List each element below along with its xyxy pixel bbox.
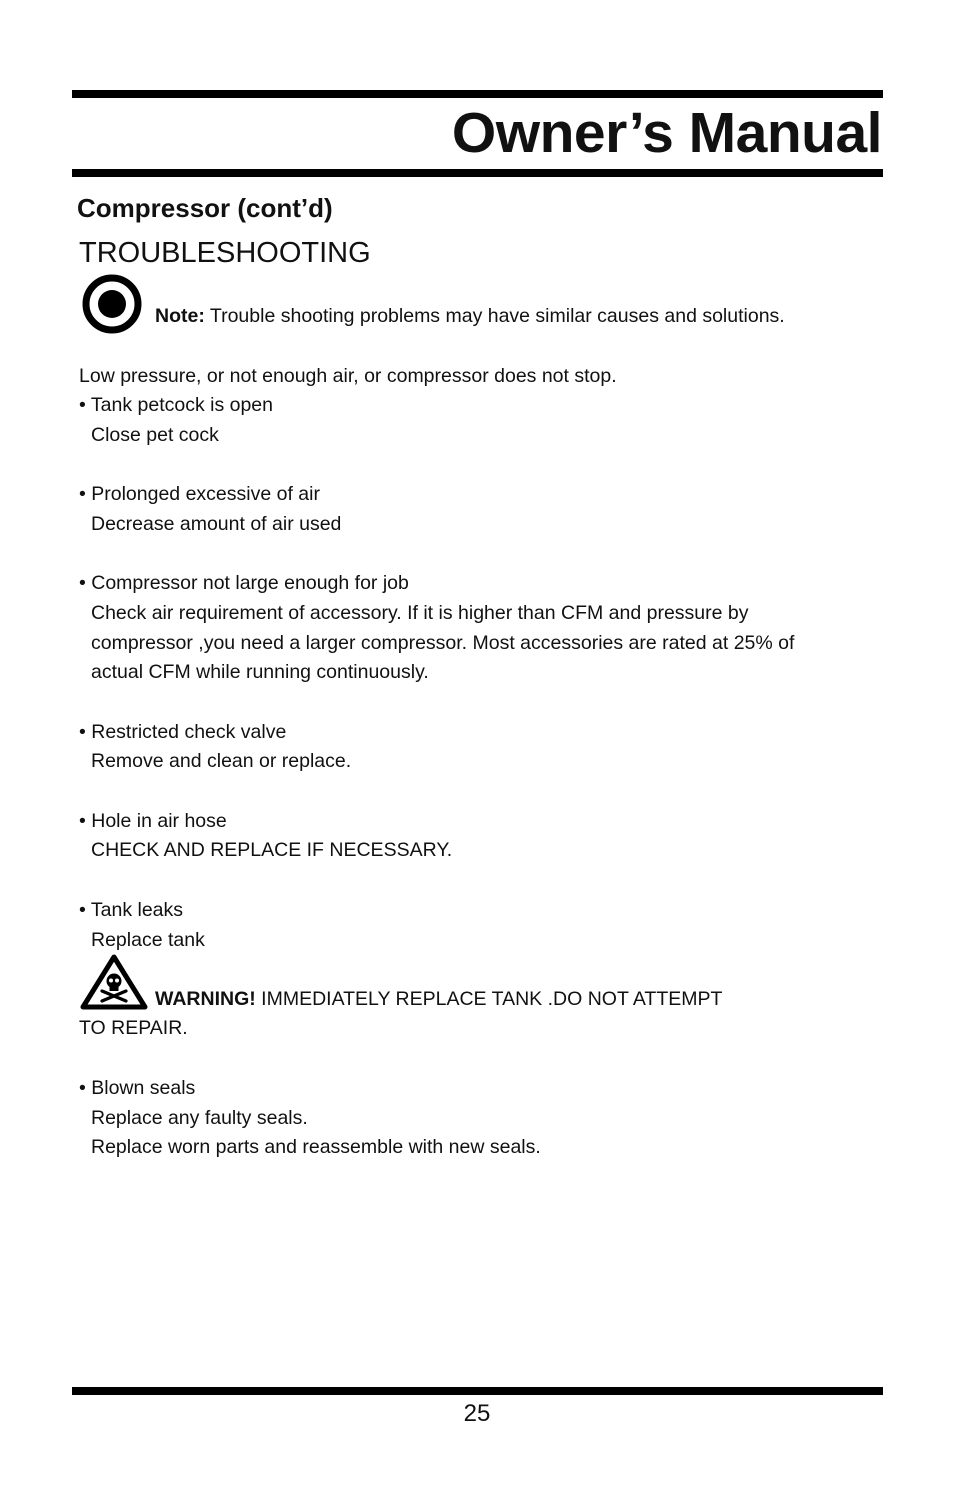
- solution-text: actual CFM while running continuously.: [91, 661, 429, 683]
- solution-text: CHECK AND REPLACE IF NECESSARY.: [91, 839, 453, 861]
- cause-item: • Compressor not large enough for job: [79, 572, 409, 594]
- warning-text-continued: TO REPAIR.: [79, 1017, 188, 1039]
- warning-line: [155, 987, 722, 1011]
- cause-item: • Prolonged excessive of air: [79, 483, 320, 505]
- note-line: [155, 304, 785, 328]
- section-subheading: TROUBLESHOOTING: [79, 237, 371, 269]
- solution-text: Replace worn parts and reassemble with new seals.: [91, 1136, 541, 1158]
- skull-crossbones-warning-icon: [80, 954, 148, 1010]
- solution-text: Check air requirement of accessory. If it is higher than CFM and pressure by: [91, 602, 749, 624]
- note-text: Trouble shooting problems may have similar causes and solutions.: [209, 305, 785, 327]
- solution-text: Replace any faulty seals.: [91, 1107, 308, 1129]
- warning-text: IMMEDIATELY REPLACE TANK .DO NOT ATTEMPT: [261, 988, 723, 1010]
- note-label: Note:: [155, 305, 205, 327]
- solution-text: compressor ,you need a larger compressor. Most accessories are rated at 25% of: [91, 632, 795, 654]
- header-bottom-rule: [72, 169, 883, 177]
- solution-text: Remove and clean or replace.: [91, 750, 352, 772]
- cause-item: • Restricted check valve: [79, 721, 287, 743]
- page-title: Owner’s Manual: [451, 101, 882, 165]
- header-top-rule: [72, 90, 883, 98]
- cause-item: • Blown seals: [79, 1077, 196, 1099]
- solution-text: Close pet cock: [91, 424, 219, 446]
- cause-item: • Tank petcock is open: [79, 394, 274, 416]
- cause-item: • Tank leaks: [79, 899, 184, 921]
- target-icon: [82, 274, 142, 334]
- solution-text: Replace tank: [91, 929, 205, 951]
- section-heading: Compressor (cont’d): [77, 193, 333, 223]
- solution-text: Decrease amount of air used: [91, 513, 342, 535]
- page-number: 25: [463, 1400, 491, 1427]
- problem-statement: Low pressure, or not enough air, or compressor does not stop.: [79, 365, 617, 387]
- cause-item: • Hole in air hose: [79, 810, 227, 832]
- footer-rule: [72, 1387, 883, 1395]
- warning-label: WARNING!: [155, 988, 256, 1010]
